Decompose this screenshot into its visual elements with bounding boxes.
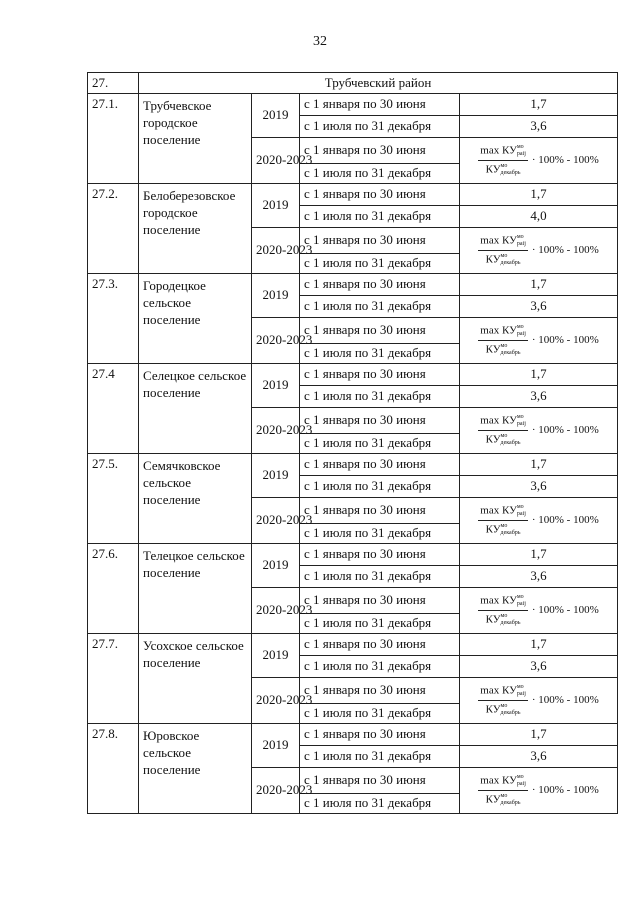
row-number: 27.2. (88, 184, 139, 274)
value-second-half: 3,6 (460, 476, 618, 498)
formula-tail: · 100% - 100% (531, 334, 599, 347)
formula-expression (460, 139, 617, 183)
period-second-half: с 1 июля по 31 декабря (300, 524, 460, 544)
formula-tail: · 100% - 100% (531, 604, 599, 617)
settlement-name: Городецкое сельское поселение (139, 274, 252, 364)
settlement-name: Трубчевское городское поселение (139, 94, 252, 184)
year-2019: 2019 (252, 274, 300, 318)
formula-tail: · 100% - 100% (531, 424, 599, 437)
period-first-half: с 1 января по 30 июня (300, 678, 460, 704)
row-number: 27.6. (88, 544, 139, 634)
period-second-half: с 1 июля по 31 декабря (300, 704, 460, 724)
period-second-half: с 1 июля по 31 декабря (300, 476, 460, 498)
formula-numerator: max КУ мо раij (478, 324, 528, 341)
period-second-half: с 1 июля по 31 декабря (300, 434, 460, 454)
period-first-half: с 1 января по 30 июня (300, 724, 460, 746)
period-first-half: с 1 января по 30 июня (300, 364, 460, 386)
formula-numerator: max КУ мо раij (478, 594, 528, 611)
value-first-half: 1,7 (460, 94, 618, 116)
table-row (88, 634, 618, 656)
year-2019: 2019 (252, 454, 300, 498)
formula-numerator: max КУ мо раij (478, 234, 528, 251)
formula-tail: · 100% - 100% (531, 784, 599, 797)
formula-tail: · 100% - 100% (531, 154, 599, 167)
value-second-half: 3,6 (460, 566, 618, 588)
table-row (88, 364, 618, 386)
value-first-half: 1,7 (460, 364, 618, 386)
year-2019: 2019 (252, 544, 300, 588)
value-first-half: 1,7 (460, 724, 618, 746)
year-2020-2023: 2020-2023 (252, 678, 300, 724)
period-second-half: с 1 июля по 31 декабря (300, 614, 460, 634)
value-second-half: 3,6 (460, 746, 618, 768)
formula-expression (460, 769, 617, 813)
settlement-name: Семячковское сельское поселение (139, 454, 252, 544)
formula-fraction (478, 144, 528, 177)
period-first-half: с 1 января по 30 июня (300, 94, 460, 116)
tariff-table (87, 72, 618, 814)
formula-denominator: КУ мо декабрь (485, 433, 521, 446)
settlement-name: Белоберезовское городское поселение (139, 184, 252, 274)
formula-fraction (478, 504, 528, 537)
row-number: 27.8. (88, 724, 139, 814)
formula-denominator: КУ мо декабрь (485, 613, 521, 626)
formula-denominator: КУ мо декабрь (485, 793, 521, 806)
year-2019: 2019 (252, 184, 300, 228)
period-second-half: с 1 июля по 31 декабря (300, 296, 460, 318)
period-first-half: с 1 января по 30 июня (300, 274, 460, 296)
tariff-formula (460, 768, 618, 814)
formula-expression (460, 679, 617, 723)
formula-numerator: max КУ мо раij (478, 774, 528, 791)
period-first-half: с 1 января по 30 июня (300, 184, 460, 206)
year-2019: 2019 (252, 94, 300, 138)
period-second-half: с 1 июля по 31 декабря (300, 344, 460, 364)
period-first-half: с 1 января по 30 июня (300, 138, 460, 164)
settlement-name: Телецкое сельское поселение (139, 544, 252, 634)
table-row (88, 274, 618, 296)
period-second-half: с 1 июля по 31 декабря (300, 206, 460, 228)
year-2020-2023: 2020-2023 (252, 318, 300, 364)
formula-expression (460, 319, 617, 363)
year-2019: 2019 (252, 724, 300, 768)
period-first-half: с 1 января по 30 июня (300, 318, 460, 344)
period-first-half: с 1 января по 30 июня (300, 588, 460, 614)
period-first-half: с 1 января по 30 июня (300, 768, 460, 794)
formula-denominator: КУ мо декабрь (485, 163, 521, 176)
settlement-name: Юровское сельское поселение (139, 724, 252, 814)
tariff-formula (460, 678, 618, 724)
value-first-half: 1,7 (460, 274, 618, 296)
value-first-half: 1,7 (460, 544, 618, 566)
formula-fraction (478, 774, 528, 807)
formula-denominator: КУ мо декабрь (485, 523, 521, 536)
table-row (88, 184, 618, 206)
formula-tail: · 100% - 100% (531, 694, 599, 707)
year-2020-2023: 2020-2023 (252, 138, 300, 184)
formula-numerator: max КУ мо раij (478, 504, 528, 521)
value-first-half: 1,7 (460, 184, 618, 206)
period-second-half: с 1 июля по 31 декабря (300, 386, 460, 408)
formula-fraction (478, 414, 528, 447)
value-second-half: 3,6 (460, 296, 618, 318)
period-first-half: с 1 января по 30 июня (300, 228, 460, 254)
period-second-half: с 1 июля по 31 декабря (300, 566, 460, 588)
year-2020-2023: 2020-2023 (252, 768, 300, 814)
year-2019: 2019 (252, 364, 300, 408)
row-number: 27.7. (88, 634, 139, 724)
formula-tail: · 100% - 100% (531, 514, 599, 527)
period-first-half: с 1 января по 30 июня (300, 454, 460, 476)
row-number: 27.5. (88, 454, 139, 544)
value-first-half: 1,7 (460, 634, 618, 656)
period-second-half: с 1 июля по 31 декабря (300, 164, 460, 184)
tariff-formula (460, 408, 618, 454)
formula-fraction (478, 324, 528, 357)
settlement-name: Усохское сельское поселение (139, 634, 252, 724)
formula-fraction (478, 684, 528, 717)
formula-tail: · 100% - 100% (531, 244, 599, 257)
row-number: 27.3. (88, 274, 139, 364)
tariff-formula (460, 228, 618, 274)
formula-expression (460, 409, 617, 453)
value-second-half: 3,6 (460, 656, 618, 678)
settlement-name: Селецкое сельское поселение (139, 364, 252, 454)
table-row (88, 544, 618, 566)
value-second-half: 3,6 (460, 116, 618, 138)
year-2020-2023: 2020-2023 (252, 228, 300, 274)
period-first-half: с 1 января по 30 июня (300, 408, 460, 434)
formula-fraction (478, 234, 528, 267)
row-number: 27.4 (88, 364, 139, 454)
period-first-half: с 1 января по 30 июня (300, 634, 460, 656)
year-2019: 2019 (252, 634, 300, 678)
formula-expression (460, 589, 617, 633)
tariff-formula (460, 588, 618, 634)
row-number: 27.1. (88, 94, 139, 184)
formula-expression (460, 499, 617, 543)
section-number: 27. (88, 73, 139, 94)
period-second-half: с 1 июля по 31 декабря (300, 794, 460, 814)
period-second-half: с 1 июля по 31 декабря (300, 656, 460, 678)
formula-denominator: КУ мо декабрь (485, 703, 521, 716)
formula-numerator: max КУ мо раij (478, 684, 528, 701)
year-2020-2023: 2020-2023 (252, 408, 300, 454)
table-body (88, 73, 618, 814)
section-title: Трубчевский район (139, 73, 618, 94)
period-second-half: с 1 июля по 31 декабря (300, 116, 460, 138)
value-second-half: 3,6 (460, 386, 618, 408)
period-second-half: с 1 июля по 31 декабря (300, 254, 460, 274)
table-row (88, 454, 618, 476)
period-first-half: с 1 января по 30 июня (300, 544, 460, 566)
formula-denominator: КУ мо декабрь (485, 253, 521, 266)
formula-fraction (478, 594, 528, 627)
section-header-row (88, 73, 618, 94)
tariff-formula (460, 318, 618, 364)
tariff-formula (460, 498, 618, 544)
year-2020-2023: 2020-2023 (252, 588, 300, 634)
table-row (88, 724, 618, 746)
value-first-half: 1,7 (460, 454, 618, 476)
period-second-half: с 1 июля по 31 декабря (300, 746, 460, 768)
table-row (88, 94, 618, 116)
value-second-half: 4,0 (460, 206, 618, 228)
formula-expression (460, 229, 617, 273)
page-number: 32 (313, 34, 327, 49)
formula-numerator: max КУ мо раij (478, 414, 528, 431)
formula-numerator: max КУ мо раij (478, 144, 528, 161)
year-2020-2023: 2020-2023 (252, 498, 300, 544)
formula-denominator: КУ мо декабрь (485, 343, 521, 356)
tariff-formula (460, 138, 618, 184)
period-first-half: с 1 января по 30 июня (300, 498, 460, 524)
